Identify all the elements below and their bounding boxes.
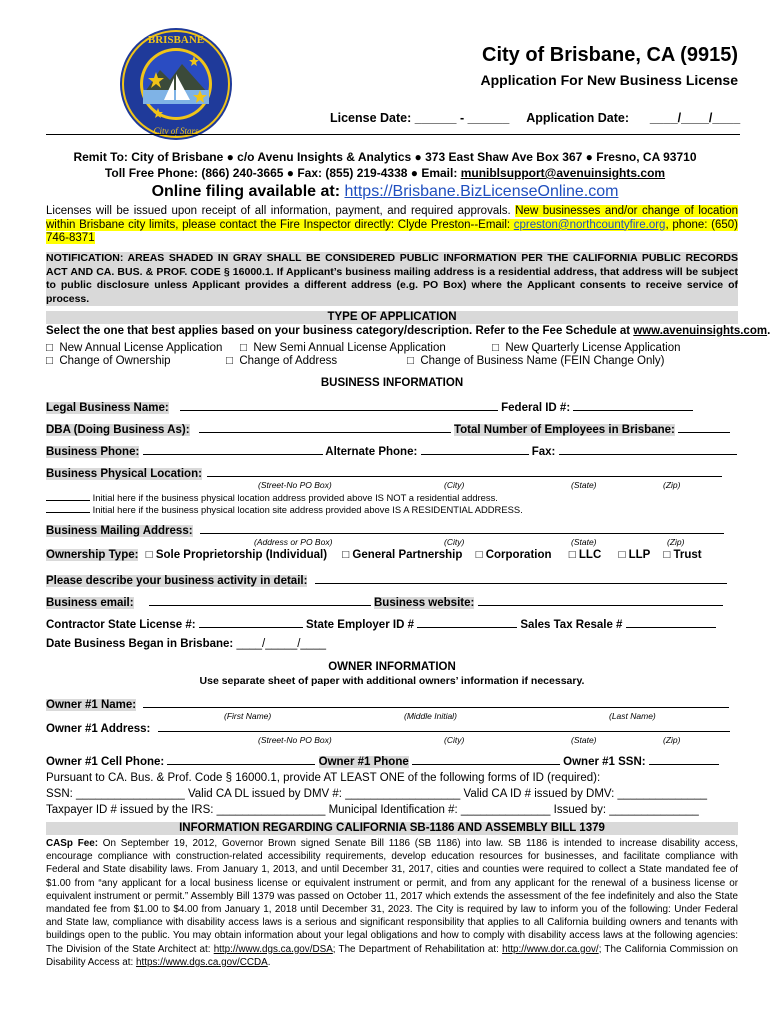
caption-city: (City)	[444, 537, 465, 547]
ownership-sole[interactable]: □ Sole Proprietorship (Individual)	[145, 549, 328, 561]
application-date-field[interactable]: ____/____/____	[649, 111, 741, 125]
owner-name-row	[46, 696, 738, 711]
caption-state: (State)	[571, 537, 597, 547]
business-phone-field[interactable]	[143, 443, 323, 455]
ownership-label: LLP	[628, 549, 651, 561]
dba-label: DBA (Doing Business As):	[46, 424, 190, 436]
employees-field[interactable]	[678, 421, 730, 433]
sb1186-heading: INFORMATION REGARDING CALIFORNIA SB-1186 AND ASSEMBLY BILL 1379	[46, 822, 738, 835]
remit-email[interactable]: muniblsupport@avenuinsights.com	[460, 166, 666, 180]
business-phone-label: Business Phone:	[46, 446, 140, 458]
caption-first-name: (First Name)	[224, 711, 272, 721]
license-ids-row	[46, 616, 738, 631]
fax-field[interactable]	[559, 443, 737, 455]
ownership-trust[interactable]: □ Trust	[663, 549, 702, 561]
fire-inspector-phone: , phone: (650) 746-8371	[46, 218, 739, 245]
owner-phone-label: Owner #1 Phone	[318, 756, 409, 768]
ownership-label: Sole Proprietorship (Individual)	[155, 549, 328, 561]
casp-fee-label: CASp Fee:	[46, 838, 98, 849]
fee-schedule-link[interactable]: www.avenuinsights.com	[633, 325, 768, 337]
online-filing-link[interactable]: https://Brisbane.BizLicenseOnline.com	[344, 183, 619, 200]
caption-street: (Street-No PO Box)	[258, 735, 332, 745]
email-website-row	[46, 594, 738, 609]
state-employer-field[interactable]	[417, 616, 517, 628]
sales-tax-field[interactable]	[626, 616, 716, 628]
mailing-address-field[interactable]	[200, 522, 724, 534]
ownership-corporation[interactable]: □ Corporation	[475, 549, 552, 561]
contractor-license-field[interactable]	[199, 616, 303, 628]
owner-cell-field[interactable]	[167, 753, 315, 765]
mailing-address-label: Business Mailing Address:	[46, 525, 193, 537]
caption-state: (State)	[571, 480, 597, 490]
divider	[46, 134, 740, 135]
initial-not-residential-row	[46, 491, 498, 503]
type-instruction-text: Select the one that best applies based on your business category/description. Refer to the Fee Schedule at	[46, 325, 634, 337]
owner-information-heading: OWNER INFORMATION	[46, 661, 738, 674]
sb1186-end: .	[267, 956, 271, 968]
ccda-link[interactable]: https://www.dgs.ca.gov/CCDA	[136, 956, 268, 968]
license-date-label: License Date:	[330, 111, 412, 125]
owner-name-field[interactable]	[143, 696, 729, 708]
caption-zip: (Zip)	[667, 537, 685, 547]
business-website-label: Business website:	[373, 597, 475, 609]
public-records-notification: NOTIFICATION: AREAS SHADED IN GRAY SHALL BE CONSIDERED PUBLIC INFORMATION PER THE CALIFORNIA PUBLIC RECORDS ACT AND CA. BUS. & PROF. CODE § 16000.1. If Applicant’s business mailing address is a residential address, that address will be subject to public disclosure unless Applicant provides a different address (e.g. PO Box) where the Applicant consents to receive service of process.	[46, 252, 738, 305]
intro-paragraph	[46, 205, 738, 246]
option-label: New Semi Annual License Application	[253, 342, 446, 354]
federal-id-label: Federal ID #:	[501, 402, 571, 414]
type-instruction-end: .	[767, 325, 770, 337]
intro-text: Licenses will be issued upon receipt of all information, payment, and required approvals.	[46, 205, 516, 217]
legal-name-row	[46, 399, 738, 414]
dba-row	[46, 421, 738, 436]
owner-cell-label: Owner #1 Cell Phone:	[46, 756, 165, 768]
business-information-heading: BUSINESS INFORMATION	[46, 377, 738, 390]
option-new-annual[interactable]: □ New Annual License Application	[46, 342, 223, 354]
state-employer-label: State Employer ID #	[305, 619, 414, 631]
sb1186-mid1: ; The Department of Rehabilitation at:	[332, 943, 503, 955]
employees-label: Total Number of Employees in Brisbane:	[453, 424, 675, 436]
physical-location-label: Business Physical Location:	[46, 468, 202, 480]
initial-residential-row	[46, 503, 523, 515]
ownership-type-row	[46, 549, 738, 561]
license-date-field[interactable]: ______ - ______	[414, 111, 510, 125]
form-title: City of Brisbane, CA (9915)	[482, 44, 738, 66]
activity-row	[46, 572, 738, 587]
owner-address-row	[46, 720, 738, 735]
fax-label: Fax:	[531, 446, 556, 458]
option-label: Change of Ownership	[59, 355, 171, 367]
date-began-field[interactable]: ____/_____/____	[236, 638, 326, 650]
id-line-1[interactable]: SSN: _________________ Valid CA DL issued by DMV #: __________________ Valid CA ID # issued by DMV: ______________	[46, 788, 708, 800]
activity-label: Please describe your business activity in detail:	[46, 575, 308, 587]
physical-location-field[interactable]	[207, 465, 722, 477]
sales-tax-label: Sales Tax Resale #	[520, 619, 623, 631]
online-filing-label: Online filing available at:	[151, 183, 345, 200]
owner-address-field[interactable]	[158, 720, 730, 732]
initial-not-residential-text: Initial here if the business physical location address provided above IS NOT a residential address.	[92, 492, 498, 503]
initial-residential-text: Initial here if the business physical location site address provided above IS A RESIDENTIAL ADDRESS.	[92, 504, 523, 515]
phone-row	[46, 443, 738, 458]
caption-address: (Address or PO Box)	[254, 537, 333, 547]
remit-phone-fax: Toll Free Phone: (866) 240-3665 ● Fax: (855) 219-4338 ● Email:	[104, 166, 461, 180]
online-filing	[0, 183, 770, 201]
type-instruction	[46, 325, 770, 337]
dba-field[interactable]	[199, 421, 451, 433]
option-change-ownership[interactable]: □ Change of Ownership	[46, 355, 171, 367]
physical-location-row	[46, 465, 738, 480]
legal-name-field[interactable]	[180, 399, 498, 411]
initial-residential-field[interactable]	[46, 503, 90, 513]
fire-inspector-email[interactable]: cpreston@northcountyfire.org	[513, 218, 666, 231]
alternate-phone-label: Alternate Phone:	[325, 446, 418, 458]
caption-zip: (Zip)	[663, 480, 681, 490]
owner-ssn-label: Owner #1 SSN:	[563, 756, 646, 768]
option-change-address[interactable]: □ Change of Address	[226, 355, 338, 367]
dsa-link[interactable]: http://www.dgs.ca.gov/DSA	[213, 943, 333, 955]
owner-address-label: Owner #1 Address:	[46, 723, 151, 735]
ownership-label: Trust	[673, 549, 702, 561]
sb1186-text: On September 19, 2012, Governor Brown signed Senate Bill 1186 (SB 1186) into law. SB 1186 is intended to increase disability access, encourage compliance with construction-related accessibility requirements, develop education resources for businesses, and facilitate compliance with Federal and State disability laws. From January 1, 2013, and until December 31, 2017, cities and counties were required to collect a State mandated fee of $1.00 from “any applicant for a local business license or equivalent instrument or permit, and from any applicant for the renewal of a business license or equivalent instrument or permit.” Assembly Bill 1379 was passed on October 11, 2017 which extends the assessment of the fee indefinitely and also the State mandated fee from $1.00 to $4.00 from January 1, 2018 until December 31, 2023. The City is required by law to inform you of the following: Under Federal and State law, compliance with disability access laws is a serious and significant responsibility that applies to all California building owners and tenants with buildings open to the public. You may obtain information about your legal obligations and how to comply with disability access laws at the following agencies: The Division of the State Architect at:	[46, 838, 738, 955]
ownership-label: Corporation	[485, 549, 552, 561]
caption-zip: (Zip)	[663, 735, 681, 745]
seal-top-text: BRISBANE	[147, 34, 205, 46]
activity-field[interactable]	[315, 572, 727, 584]
option-label: Change of Address	[239, 355, 338, 367]
federal-id-field[interactable]	[573, 399, 693, 411]
form-subtitle: Application For New Business License	[480, 72, 738, 88]
alternate-phone-field[interactable]	[421, 443, 529, 455]
sb1186-body	[46, 837, 738, 969]
ownership-label: LLC	[578, 549, 602, 561]
option-new-quarterly[interactable]: □ New Quarterly License Application	[492, 342, 681, 354]
caption-street: (Street-No PO Box)	[258, 480, 332, 490]
remit-contacts	[0, 166, 770, 180]
type-of-application-heading: TYPE OF APPLICATION	[46, 311, 738, 324]
business-email-field[interactable]	[149, 594, 371, 606]
seal-bottom-text: City of Stars	[153, 126, 199, 136]
ownership-general-partnership[interactable]: □ General Partnership	[342, 549, 463, 561]
owner-ssn-field[interactable]	[649, 753, 719, 765]
contractor-license-label: Contractor State License #:	[46, 619, 196, 631]
ownership-type-label: Ownership Type:	[46, 549, 139, 561]
caption-city: (City)	[444, 735, 465, 745]
business-website-field[interactable]	[478, 594, 723, 606]
ownership-label: General Partnership	[352, 549, 463, 561]
intro-highlight: New businesses and/or change of location within Brisbane city limits, please contact the Fire Inspector directly: Clyde Preston--Email:	[46, 205, 738, 231]
option-change-name[interactable]: □ Change of Business Name (FEIN Change Only)	[407, 355, 665, 367]
owner-phone-field[interactable]	[412, 753, 560, 765]
legal-name-label: Legal Business Name:	[46, 402, 169, 414]
option-label: Change of Business Name (FEIN Change Only)	[420, 355, 665, 367]
owner-phones-row	[46, 753, 738, 768]
ownership-llp[interactable]: □ LLP	[618, 549, 651, 561]
dor-link[interactable]: http://www.dor.ca.gov/	[502, 943, 599, 955]
caption-middle-initial: (Middle Initial)	[404, 711, 457, 721]
dates-row	[330, 111, 750, 125]
date-began-label: Date Business Began in Brisbane:	[46, 638, 234, 650]
date-began-row	[46, 638, 738, 650]
business-email-label: Business email:	[46, 597, 134, 609]
city-seal-logo	[118, 26, 234, 142]
owner-name-label: Owner #1 Name:	[46, 699, 137, 711]
caption-last-name: (Last Name)	[609, 711, 656, 721]
application-date-label: Application Date:	[526, 111, 629, 125]
option-label: New Quarterly License Application	[505, 342, 681, 354]
initial-not-residential-field[interactable]	[46, 491, 90, 501]
caption-city: (City)	[444, 480, 465, 490]
caption-state: (State)	[571, 735, 597, 745]
id-line-2[interactable]: Taxpayer ID # issued by the IRS: _________________ Municipal Identification #: ______________ Issued by: ______________	[46, 804, 699, 816]
ownership-llc[interactable]: □ LLC	[568, 549, 602, 561]
remit-address: Remit To: City of Brisbane ● c/o Avenu Insights & Analytics ● 373 East Shaw Ave Box 367 ● Fresno, CA 93710	[73, 150, 697, 164]
owner-information-note: Use separate sheet of paper with additional owners’ information if necessary.	[46, 675, 738, 688]
mailing-address-row	[46, 522, 738, 537]
pursuant-text: Pursuant to CA. Bus. & Prof. Code § 16000.1, provide AT LEAST ONE of the following forms of ID (required):	[46, 772, 601, 784]
sb1186-mid2: ; The California Commission on Disability Access at:	[46, 943, 738, 968]
option-new-semi-annual[interactable]: □ New Semi Annual License Application	[240, 342, 446, 354]
option-label: New Annual License Application	[59, 342, 223, 354]
